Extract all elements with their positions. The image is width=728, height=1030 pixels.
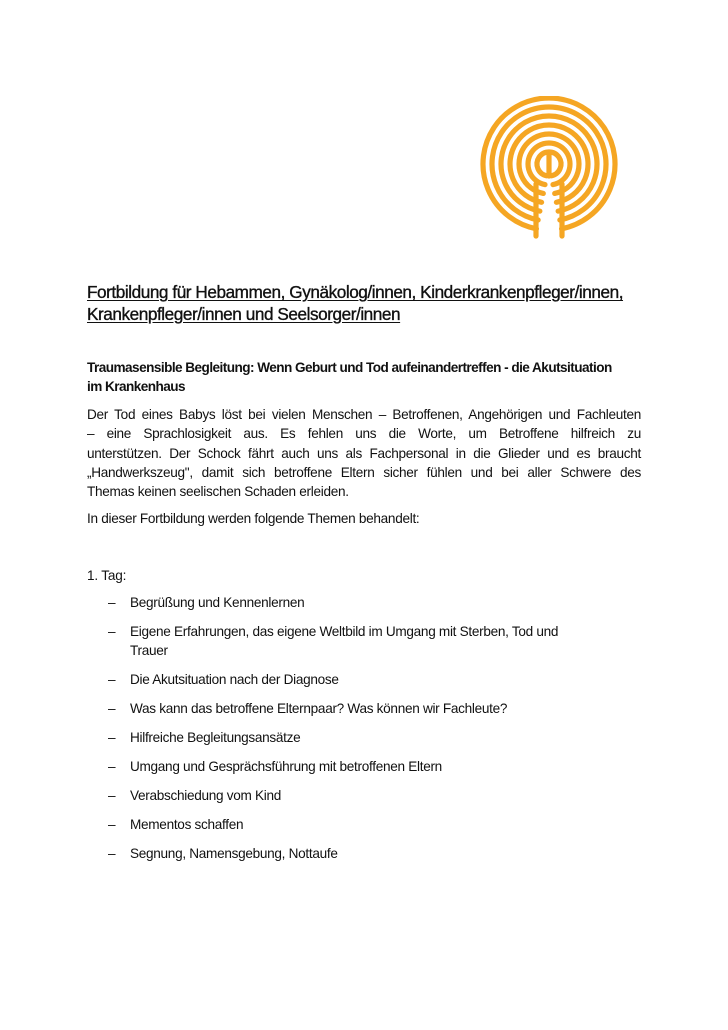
topic-list-item <box>87 815 647 834</box>
list-bullet: – <box>108 759 116 774</box>
topic-list-item <box>87 622 647 660</box>
topic-text <box>130 670 647 689</box>
topic-text <box>130 593 647 612</box>
topic-list-item <box>87 699 647 718</box>
list-bullet: – <box>108 595 116 610</box>
course-subtitle-line: Traumasensible Begleitung: Wenn Geburt und Tod aufeinandertreffen - die Akutsituation <box>87 360 612 375</box>
topic-text <box>130 699 647 718</box>
topic-text <box>130 844 647 863</box>
course-title-line: Fortbildung für Hebammen, Gynäkolog/innen, Kinderkrankenpfleger/innen, <box>87 282 624 302</box>
topic-text <box>130 757 647 776</box>
intro-line: „Handwerkszeug", damit sich betroffene Eltern sicher fühlen und bei aller Schwere des <box>87 464 641 480</box>
topic-text <box>130 786 647 805</box>
topic-text-line: Die Akutsituation nach der Diagnose <box>130 672 339 687</box>
list-bullet: – <box>108 624 116 639</box>
list-bullet: – <box>108 788 116 803</box>
topic-list-item <box>87 728 647 747</box>
topic-text-line: Verabschiedung vom Kind <box>130 788 282 803</box>
topic-list-item <box>87 786 647 805</box>
topic-list <box>87 593 647 873</box>
list-bullet: – <box>108 846 116 861</box>
topic-text <box>130 622 647 660</box>
list-bullet: – <box>108 817 116 832</box>
topic-list-item <box>87 670 647 689</box>
intro-paragraph <box>87 405 641 501</box>
course-title-line: Krankenpfleger/innen und Seelsorger/innen <box>87 304 401 324</box>
topic-text-line: Was kann das betroffene Elternpaar? Was können wir Fachleute? <box>130 701 508 716</box>
intro-line: unterstützen. Der Schock fährt auch uns als Fachpersonal in die Glieder und es braucht <box>87 445 641 461</box>
topic-list-item <box>87 757 647 776</box>
list-bullet: – <box>108 672 116 687</box>
intro-line: Themas keinen seelischen Schaden erleiden. <box>87 484 349 500</box>
topic-text-line: Hilfreiche Begleitungsansätze <box>130 730 301 745</box>
topics-intro: In dieser Fortbildung werden folgende Themen behandelt: <box>87 511 420 526</box>
list-bullet: – <box>108 701 116 716</box>
course-title <box>87 281 647 325</box>
labyrinth-logo-icon <box>470 96 628 244</box>
topic-text-line: Begrüßung und Kennenlernen <box>130 595 305 610</box>
topic-text-line: Mementos schaffen <box>130 817 244 832</box>
topic-list-item <box>87 593 647 612</box>
topic-text-line: Eigene Erfahrungen, das eigene Weltbild im Umgang mit Sterben, Tod und <box>130 624 559 639</box>
topic-list-item <box>87 844 647 863</box>
intro-line: – eine Sprachlosigkeit aus. Es fehlen uns die Worte, um Betroffene hilfreich zu <box>87 426 641 442</box>
topic-text-line: Umgang und Gesprächsführung mit betroffenen Eltern <box>130 759 442 774</box>
intro-line: Der Tod eines Babys löst bei vielen Menschen – Betroffenen, Angehörigen und Fachleuten <box>87 407 641 422</box>
topic-text-line: Trauer <box>130 643 168 658</box>
course-subtitle-line: im Krankenhaus <box>87 379 186 394</box>
topic-text <box>130 728 647 747</box>
topic-text-line: Segnung, Namensgebung, Nottaufe <box>130 846 338 861</box>
course-subtitle <box>87 358 647 396</box>
topic-text <box>130 815 647 834</box>
day-label: 1. Tag: <box>87 568 127 583</box>
list-bullet: – <box>108 730 116 745</box>
